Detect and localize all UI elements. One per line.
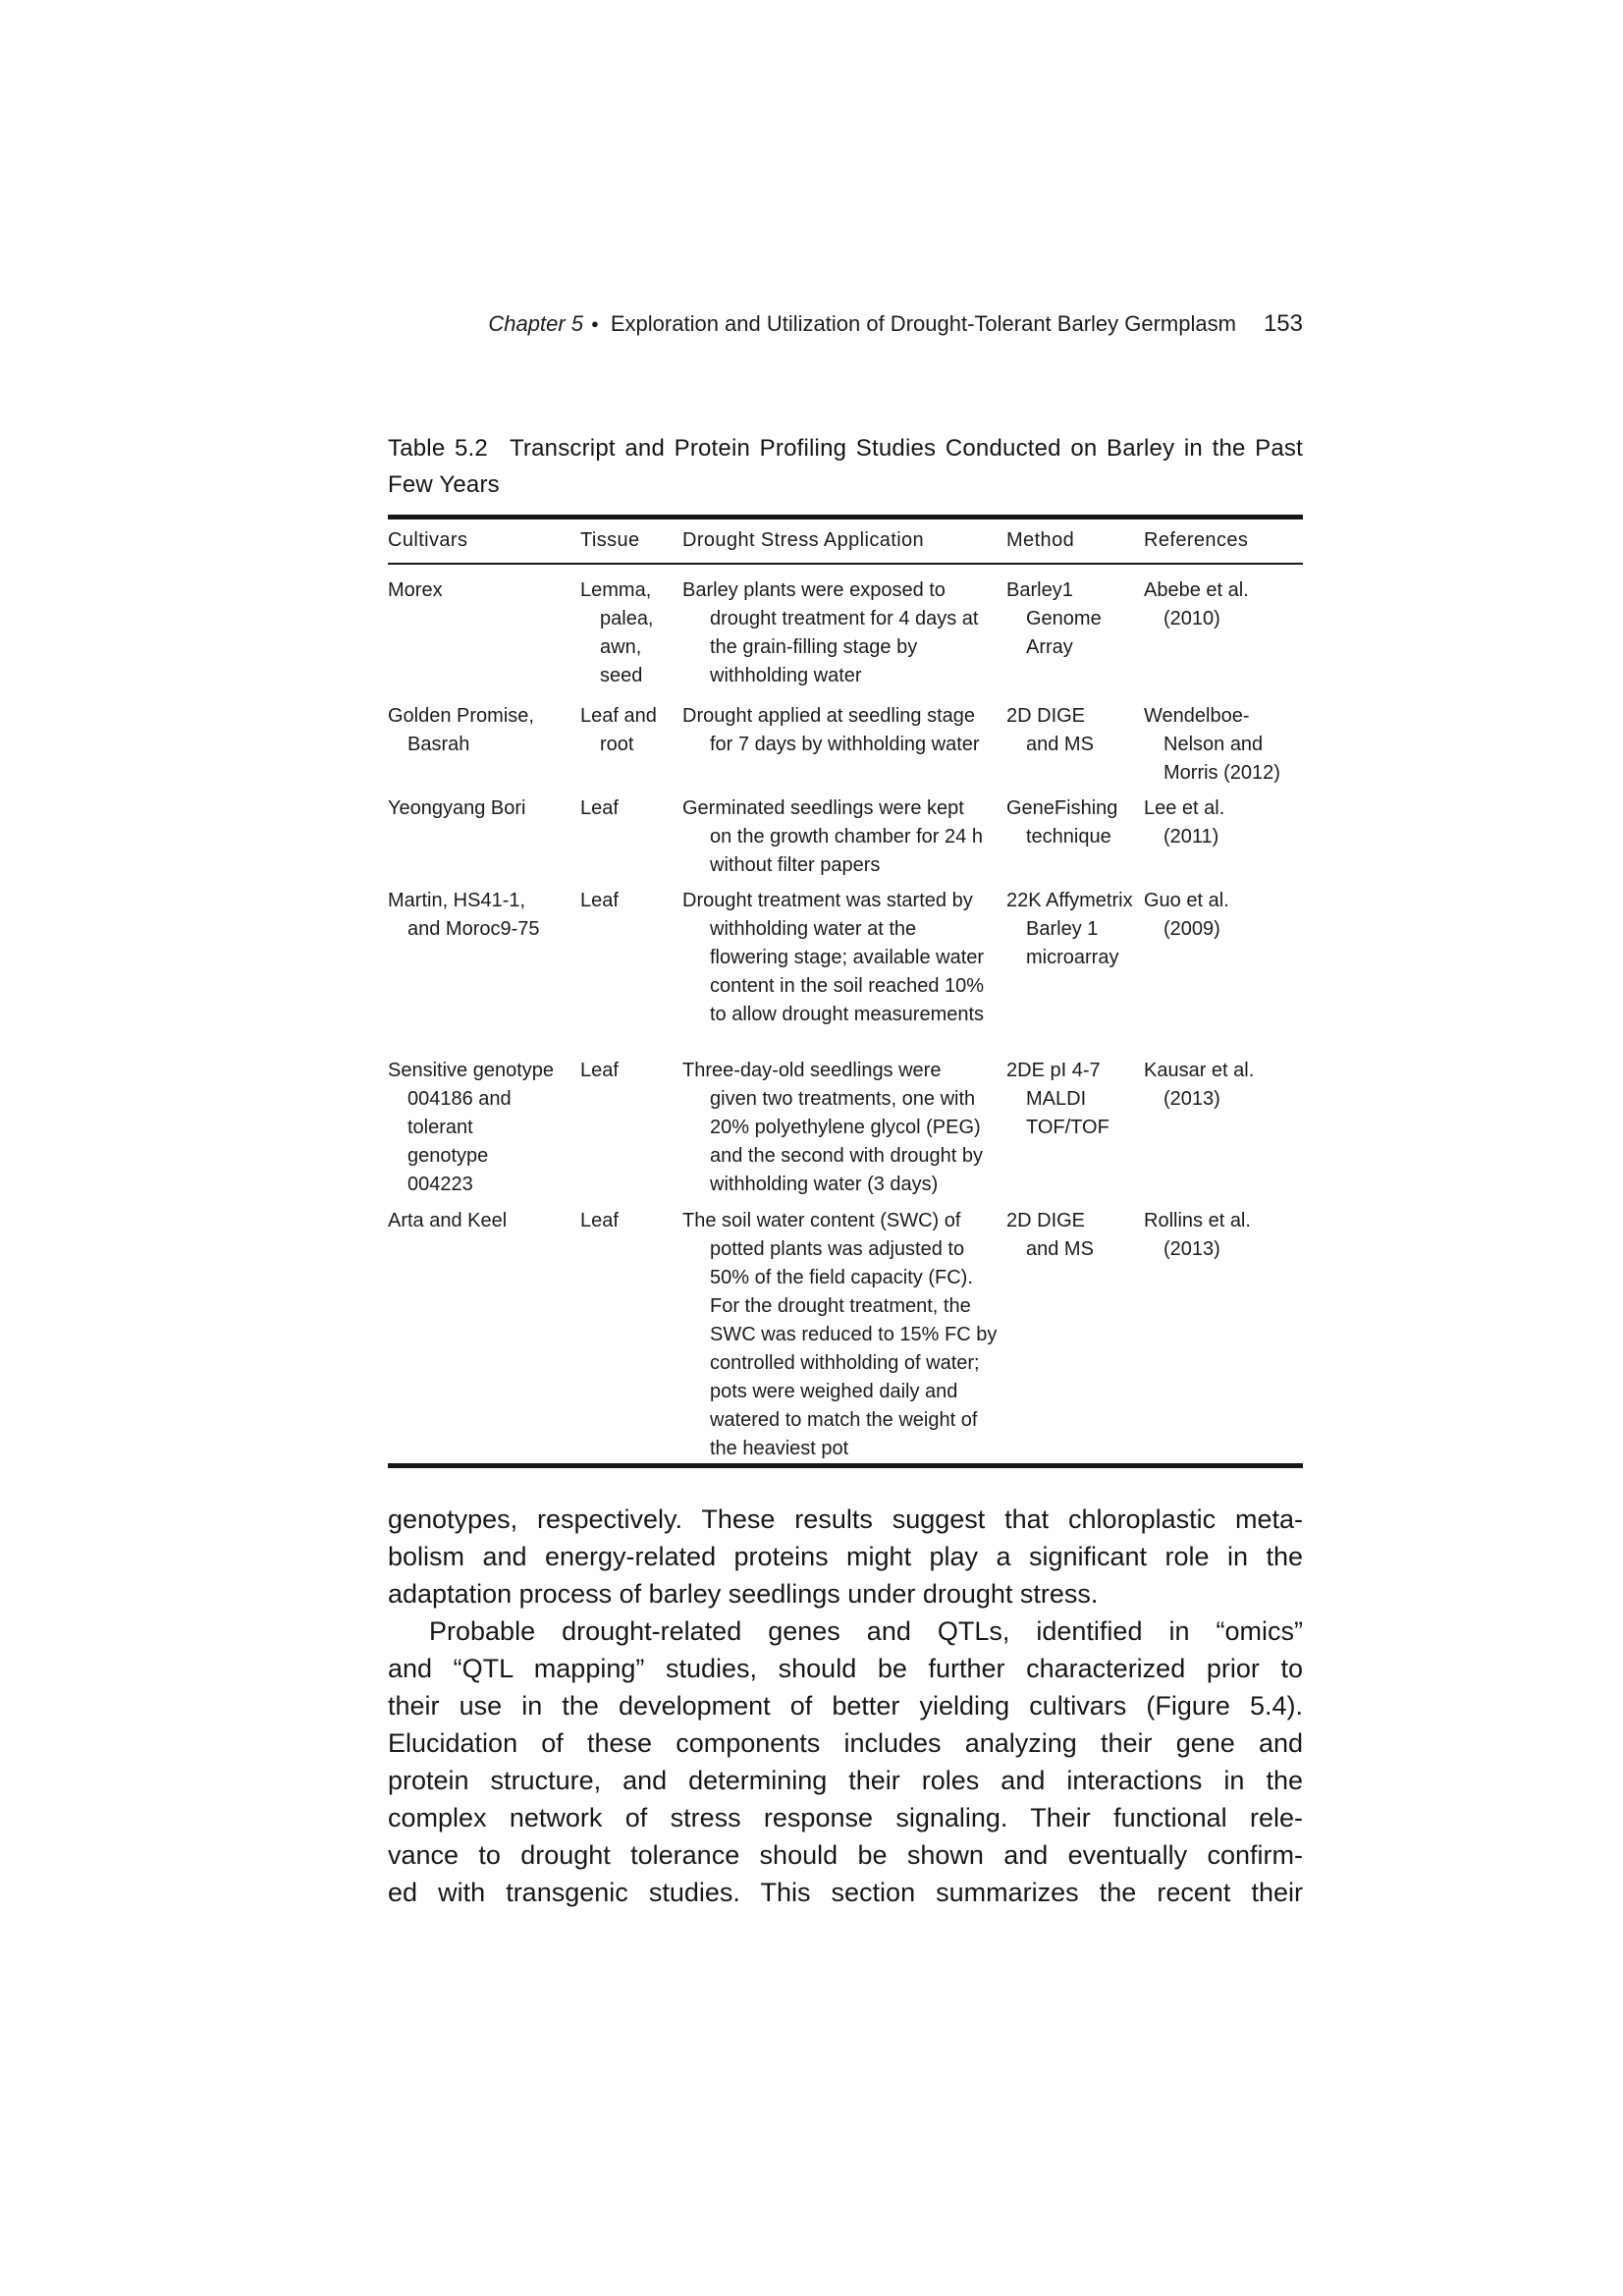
cell-line: 22K Affymetrix [1006,890,1133,911]
cell-line: Leaf [580,1060,619,1081]
body-text [388,1501,1303,1911]
table-cell-references [1144,1057,1303,1199]
text-line: Probable drought-related genes and QTLs, identified in “omics” [429,1616,1303,1646]
cell-line: microarray [1026,947,1119,968]
table-cell-application [682,794,1006,880]
cell-line: and MS [1026,734,1094,755]
table-cell-references [1144,794,1303,880]
cell-line: pots were weighed daily and [710,1381,958,1402]
table-cell-application [682,1207,1006,1463]
text-line: adaptation process of barley seedlings under drought stress. [388,1579,1099,1609]
paragraph [388,1501,1303,1613]
cell-line: 004223 [407,1174,473,1195]
cell-line: Barley plants were exposed to [682,579,946,601]
text-line: ed with transgenic studies. This section summarizes the recent their [388,1878,1303,1907]
cell-line: 20% polyethylene glycol (PEG) [710,1117,981,1138]
page-number: 153 [1263,310,1303,337]
cell-line: seed [600,665,643,686]
table-cell-tissue [580,576,682,690]
table-caption [388,430,1303,503]
cell-line: Yeongyang Bori [388,797,526,819]
text-line: genotypes, respectively. These results suggest that chloroplastic meta- [388,1504,1303,1534]
table-cell-application [682,576,1006,690]
cell-line: Three-day-old seedlings were [682,1060,942,1081]
table-cell-cultivars [388,794,580,880]
table-cell-tissue [580,887,682,1029]
table-cell-application [682,1057,1006,1199]
cell-line: Array [1026,636,1073,658]
cell-line: Leaf and [580,705,657,727]
cell-line: withholding water [710,665,862,686]
table-cell-method [1006,794,1144,880]
text-line: bolism and energy-related proteins might play a significant role in the [388,1542,1303,1571]
table-cell-references [1144,887,1303,1029]
cell-line: Morex [388,579,443,601]
cell-line: Nelson and [1163,734,1264,755]
text-line: vance to drought tolerance should be shown and eventually confirm- [388,1840,1303,1870]
table-cell-application [682,887,1006,1029]
cell-line: Drought treatment was started by [682,890,973,911]
table-caption-line1 [388,430,1303,466]
cell-line: TOF/TOF [1026,1117,1109,1138]
cell-line: Morris (2012) [1163,762,1280,784]
cell-line: Abebe et al. [1144,579,1249,601]
cell-line: SWC was reduced to 15% FC by [710,1324,998,1345]
cell-line: genotype [407,1145,489,1167]
cell-line: withholding water (3 days) [710,1174,939,1195]
cell-line: palea, [600,608,654,629]
cell-line: 2D DIGE [1006,705,1086,727]
cell-line: and MS [1026,1238,1094,1260]
cell-line: on the growth chamber for 24 h [710,826,983,847]
cell-line: Arta and Keel [388,1210,508,1231]
cell-line: 2D DIGE [1006,1210,1086,1231]
cell-line: Rollins et al. [1144,1210,1251,1231]
cell-line: without filter papers [710,854,881,876]
table-cell-references [1144,702,1303,788]
table-row [388,1057,1303,1199]
cell-line: potted plants was adjusted to [710,1238,965,1260]
cell-line: root [600,734,634,755]
cell-line: (2011) [1163,826,1219,847]
cell-line: tolerant [407,1117,473,1138]
cell-line: withholding water at the [710,918,917,940]
cell-line: 50% of the field capacity (FC). [710,1267,973,1288]
cell-line: to allow drought measurements [710,1004,985,1025]
cell-line: (2009) [1163,918,1220,940]
column-header-cultivars: Cultivars [388,529,468,551]
table-cell-cultivars [388,1207,580,1463]
table-cell-cultivars [388,887,580,1029]
cell-line: Drought applied at seedling stage [682,705,975,727]
cell-line: watered to match the weight of [710,1409,978,1431]
cell-line: (2013) [1163,1238,1220,1260]
table-row [388,576,1303,690]
cell-line: and Moroc9-75 [407,918,540,940]
cell-line: Germinated seedlings were kept [682,797,964,819]
cell-line: content in the soil reached 10% [710,975,985,997]
cell-line: Barley1 [1006,579,1073,601]
table-cell-application [682,702,1006,788]
cell-line: Barley 1 [1026,918,1099,940]
cell-line: Genome [1026,608,1102,629]
cell-line: and the second with drought by [710,1145,983,1167]
table-cell-references [1144,1207,1303,1463]
table-cell-tissue [580,794,682,880]
cell-line: the heaviest pot [710,1438,849,1459]
table-label: Table 5.2 [388,435,488,462]
table-cell-method [1006,887,1144,1029]
cell-line: awn, [600,636,642,658]
table-bottom-rule [388,1463,1303,1468]
table-cell-tissue [580,1207,682,1463]
table-cell-references [1144,576,1303,690]
cell-line: Martin, HS41-1, [388,890,526,911]
cell-line: Leaf [580,797,619,819]
cell-line: For the drought treatment, the [710,1295,971,1317]
table-row [388,1207,1303,1463]
cell-line: Kausar et al. [1144,1060,1255,1081]
cell-line: 2DE pI 4-7 [1006,1060,1101,1081]
table-header-row [388,519,1303,563]
running-header-title: Exploration and Utilization of Drought-Tolerant Barley Germplasm [610,311,1236,336]
cell-line: Wendelboe- [1144,705,1250,727]
column-header-application: Drought Stress Application [682,529,925,551]
cell-line: Guo et al. [1144,890,1229,911]
column-header-method: Method [1006,529,1075,551]
table-caption-line2: Few Years [388,471,500,498]
cell-line: Golden Promise, [388,705,534,727]
bullet-separator-icon: ● [591,316,599,331]
cell-line: for 7 days by withholding water [710,734,980,755]
cell-line: given two treatments, one with [710,1088,976,1110]
table-row [388,887,1303,1029]
table-caption-text: Transcript and Protein Profiling Studies Conducted on Barley in the Past [509,435,1303,462]
table-cell-tissue [580,1057,682,1199]
column-header-references: References [1144,529,1249,551]
cell-line: Basrah [407,734,470,755]
cell-line: drought treatment for 4 days at [710,608,979,629]
cell-line: Leaf [580,1210,619,1231]
cell-line: 004186 and [407,1088,512,1110]
table-row [388,794,1303,880]
chapter-label: Chapter 5 [488,311,584,336]
cell-line: The soil water content (SWC) of [682,1210,961,1231]
text-line: complex network of stress response signaling. Their functional rele- [388,1803,1303,1832]
paragraph [388,1613,1303,1911]
cell-line: Leaf [580,890,619,911]
table-cell-cultivars [388,702,580,788]
data-table [388,515,1303,1468]
cell-line: MALDI [1026,1088,1087,1110]
column-header-tissue: Tissue [580,529,640,551]
table-cell-method [1006,1207,1144,1463]
cell-line: Lemma, [580,579,652,601]
cell-line: flowering stage; available water [710,947,985,968]
text-line: Elucidation of these components includes analyzing their gene and [388,1728,1303,1758]
running-header [388,310,1303,338]
table-body [388,565,1303,1463]
table-cell-tissue [580,702,682,788]
cell-line: the grain-filling stage by [710,636,918,658]
table-cell-cultivars [388,576,580,690]
table-cell-method [1006,1057,1144,1199]
table-cell-method [1006,702,1144,788]
cell-line: Sensitive genotype [388,1060,555,1081]
cell-line: Lee et al. [1144,797,1225,819]
text-line: protein structure, and determining their roles and interactions in the [388,1766,1303,1795]
cell-line: controlled withholding of water; [710,1352,980,1374]
text-line: and “QTL mapping” studies, should be further characterized prior to [388,1654,1303,1683]
cell-line: (2010) [1163,608,1220,629]
table-cell-cultivars [388,1057,580,1199]
cell-line: GeneFishing [1006,797,1118,819]
text-line: their use in the development of better yielding cultivars (Figure 5.4). [388,1691,1303,1721]
table-cell-method [1006,576,1144,690]
cell-line: technique [1026,826,1111,847]
table-row [388,702,1303,788]
cell-line: (2013) [1163,1088,1220,1110]
